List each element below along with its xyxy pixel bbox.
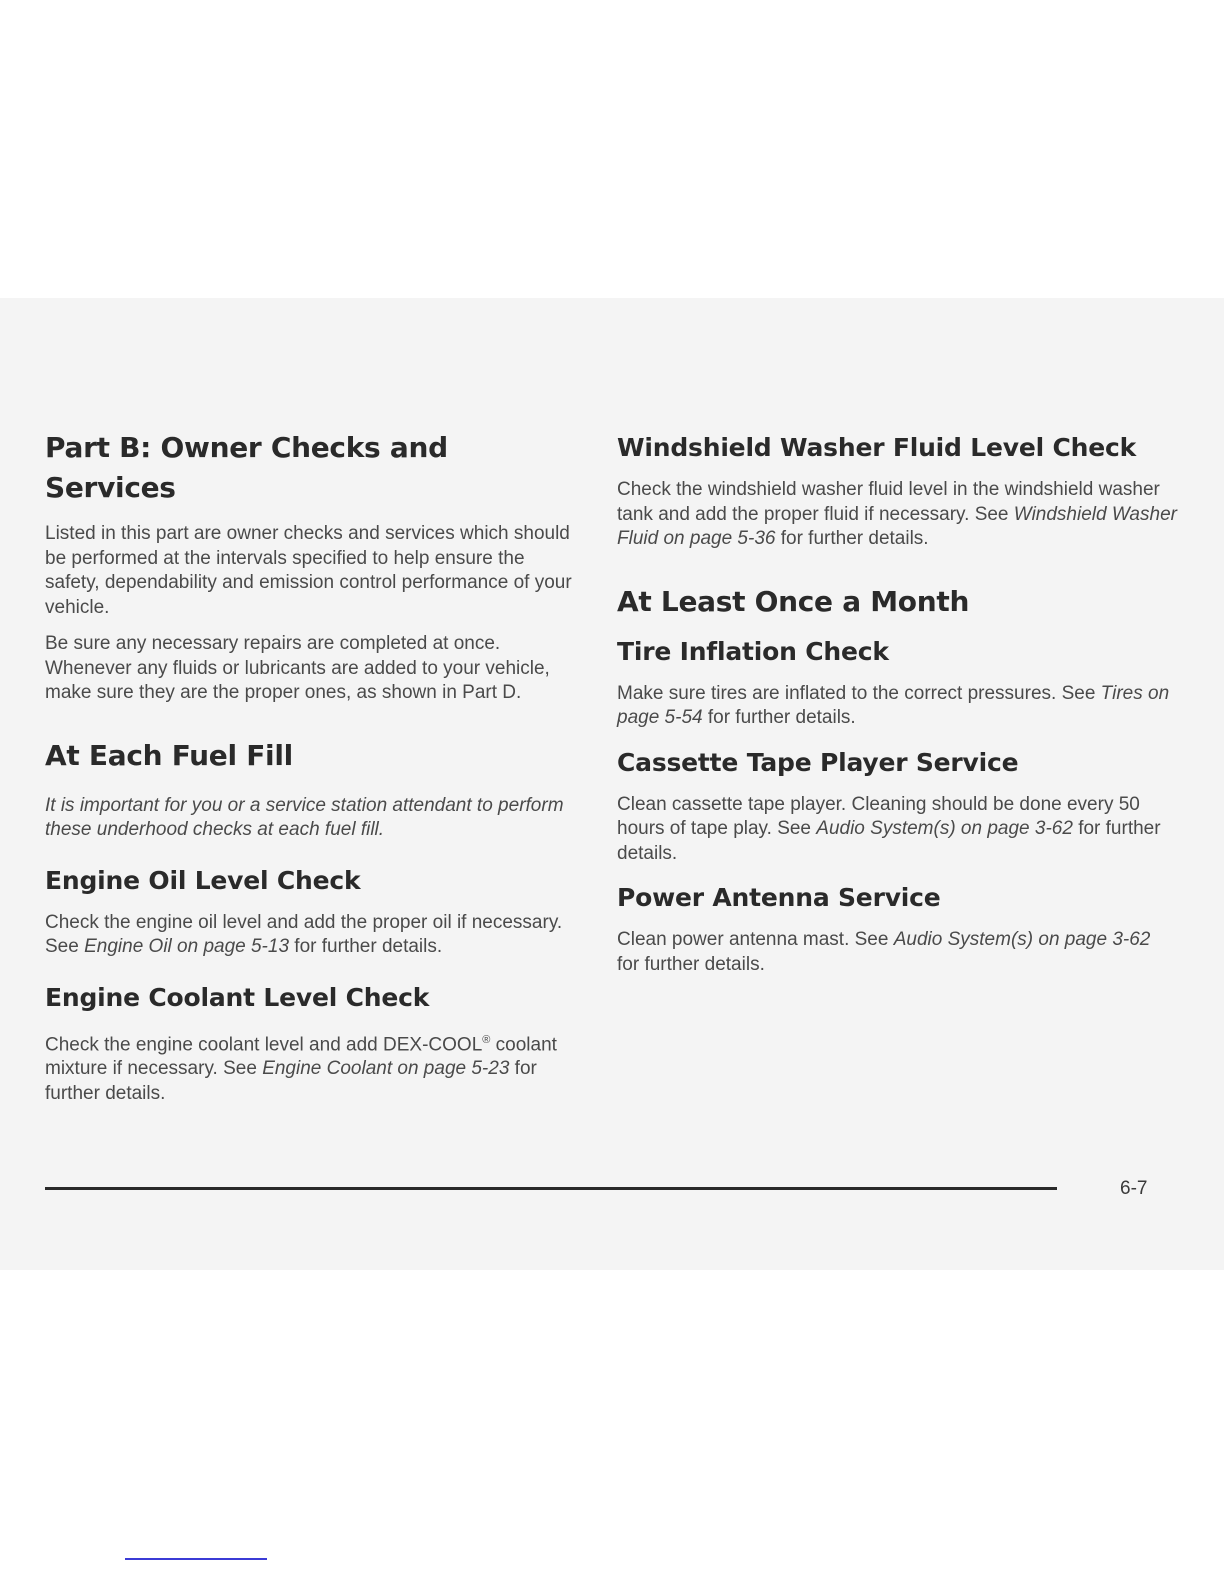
washer-fluid-paragraph: [617, 478, 1177, 552]
cassette-text-end: for further details.: [617, 818, 1161, 864]
engine-oil-text-end: for further details.: [289, 936, 443, 957]
page-number: 6-7: [1120, 1178, 1148, 1199]
right-column: [617, 428, 1177, 977]
antenna-text: Clean power antenna mast. See: [617, 929, 894, 950]
intro-paragraph-2: Be sure any necessary repairs are completed at once. Whenever any fluids or lubricants are added to your vehicle, make sure they are the proper ones, as shown in Part D.: [45, 633, 550, 703]
engine-coolant-text-mid: coolant mixture if necessary. See: [45, 1033, 557, 1080]
engine-coolant-heading: Engine Coolant Level Check: [45, 982, 430, 1012]
engine-coolant-paragraph: [45, 1028, 575, 1107]
cassette-page-reference[interactable]: Audio System(s) on page 3-62: [816, 818, 1073, 839]
bottom-link-underline: [125, 1558, 267, 1560]
fuel-fill-note: It is important for you or a service station attendant to perform these underhood checks at each fuel fill.: [45, 794, 564, 840]
registered-mark: ®: [482, 1033, 491, 1046]
tire-inflation-paragraph: [617, 682, 1177, 731]
footer-rule: [45, 1187, 1057, 1190]
engine-oil-paragraph: [45, 911, 575, 960]
washer-fluid-page-reference[interactable]: Windshield Washer Fluid on page 5-36: [617, 503, 1177, 549]
antenna-paragraph: [617, 928, 1177, 977]
tire-inflation-heading: Tire Inflation Check: [617, 636, 889, 666]
engine-coolant-text: Check the engine coolant level and add DEX-COOL: [45, 1033, 483, 1055]
intro-paragraph-1: Listed in this part are owner checks and services which should be performed at the intervals specified to help ensure the safety, dependability and emission control performance of your vehicle.: [45, 523, 572, 618]
washer-fluid-text-end: for further details.: [775, 528, 929, 549]
tire-inflation-page-reference[interactable]: Tires on page 5-54: [617, 682, 1170, 728]
left-column: [45, 428, 575, 1106]
part-b-heading: Part B: Owner Checks and Services: [45, 431, 448, 504]
tire-inflation-text-end: for further details.: [702, 707, 856, 728]
tire-inflation-text: Make sure tires are inflated to the correct pressures. See: [617, 682, 1101, 704]
cassette-paragraph: [617, 793, 1177, 867]
engine-oil-text: Check the engine oil level and add the proper oil if necessary. See: [45, 911, 563, 957]
engine-coolant-page-reference[interactable]: Engine Coolant on page 5-23: [262, 1058, 510, 1080]
washer-fluid-text: Check the windshield washer fluid level in the windshield washer tank and add the proper fluid if necessary. See: [617, 479, 1160, 525]
antenna-page-reference[interactable]: Audio System(s) on page 3-62: [893, 929, 1151, 950]
engine-oil-page-reference[interactable]: Engine Oil on page 5-13: [84, 936, 290, 957]
antenna-text-end: for further details.: [617, 953, 765, 975]
cassette-heading: Cassette Tape Player Service: [617, 747, 1019, 777]
cassette-text: Clean cassette tape player. Cleaning should be done every 50 hours of tape play. See: [617, 793, 1140, 839]
engine-coolant-text-end: for further details.: [45, 1058, 537, 1104]
monthly-heading: At Least Once a Month: [617, 584, 970, 618]
washer-fluid-heading: Windshield Washer Fluid Level Check: [617, 433, 1137, 462]
engine-oil-heading: Engine Oil Level Check: [45, 865, 361, 895]
fuel-fill-heading: At Each Fuel Fill: [45, 738, 293, 772]
antenna-heading: Power Antenna Service: [617, 883, 941, 912]
